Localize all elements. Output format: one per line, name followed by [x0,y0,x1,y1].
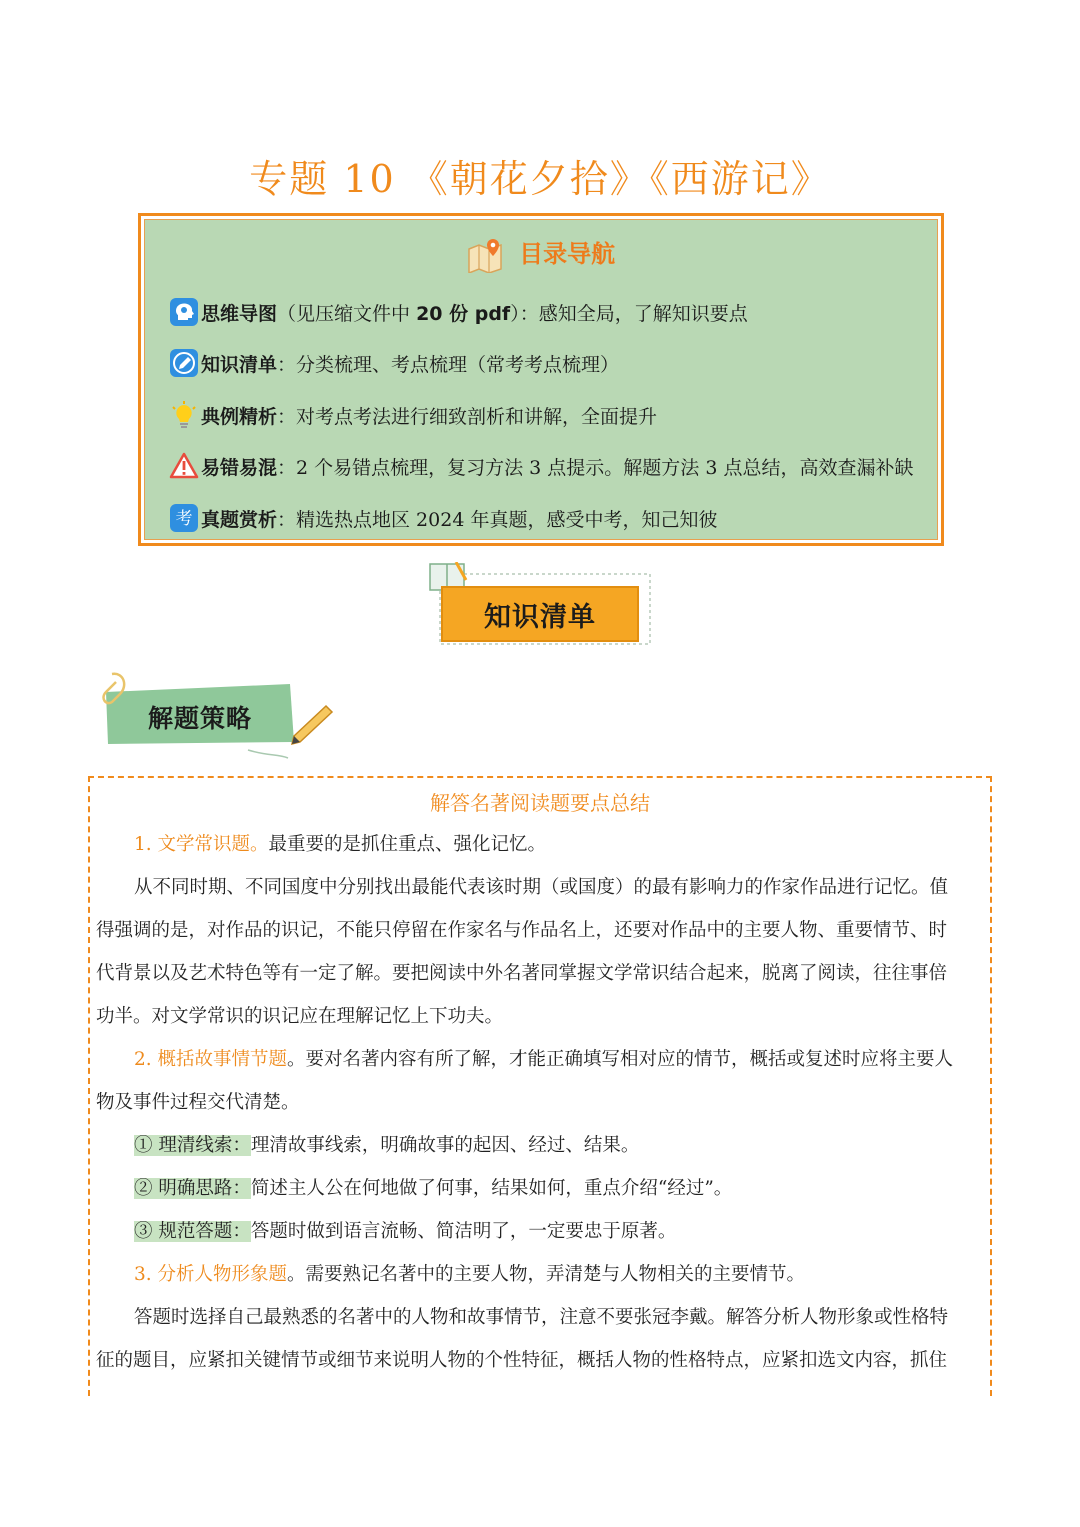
paragraph-1-heading: 1. 文学常识题。最重要的是抓住重点、强化记忆。 [134,834,547,855]
page-title: 专题 10 《朝花夕拾》《西游记》 [249,157,831,201]
map-pin-icon [467,237,507,273]
summary-title: 解答名著阅读题要点总结 [430,791,650,815]
paragraph-line: 得强调的是，对作品的识记，不能只停留在作家名与作品名上，还要对作品中的主要人物、重要情节、时 [96,920,948,941]
toc-header [145,234,937,273]
toc-item-label: 典例精析 [201,405,278,428]
brain-head-icon [169,297,199,327]
lightbulb-icon [169,400,199,430]
toc-item-desc: ：精选热点地区 2024 年真题，感受中考，知己知彼 [277,508,718,531]
pencil-icon [169,348,199,378]
toc-item-mindmap [169,297,748,327]
toc-item-desc: ：对考点考法进行细致剖析和讲解，全面提升 [277,405,658,428]
toc-item-label: 知识清单 [201,353,278,376]
svg-text:考: 考 [175,509,193,529]
toc-item-mistakes [169,451,913,481]
paragraph-2-heading: 2. 概括故事情节题。要对名著内容有所了解，才能正确填写相对应的情节，概括或复述时应将主要人 [134,1049,954,1070]
step-standard-answer: ③ 规范答题：答题时做到语言流畅、简洁明了，一定要忠于原著。 [134,1221,677,1242]
toc-item-examples [169,400,657,430]
toc-item-desc: ：2 个易错点梳理，复习方法 3 点提示。解题方法 3 点总结，高效查漏补缺 [277,456,914,479]
toc-item-desc: ：分类梳理、考点梳理（常考考点梳理） [277,353,620,376]
toc-item-knowledge [169,348,619,378]
step-clarify-clues: ① 理清线索：理清故事线索，明确故事的起因、经过、结果。 [134,1135,640,1156]
step-clear-thinking: ② 明确思路：简述主人公在何地做了何事，结果如何，重点介绍“经过”。 [134,1178,733,1199]
warning-icon [169,451,199,481]
exam-icon [169,503,199,533]
paragraph-line: 物及事件过程交代清楚。 [96,1092,300,1113]
toc-navigation-box [138,213,944,546]
toc-item-real-exams [169,503,717,533]
paragraph-line: 答题时选择自己最熟悉的名著中的人物和故事情节，注意不要张冠李戴。解答分析人物形象或性格特 [134,1307,949,1328]
toc-item-label: 真题赏析 [201,508,278,531]
paragraph-line: 功半。对文学常识的识记应在理解记忆上下功夫。 [96,1006,504,1027]
toc-item-label: 思维导图 [201,302,278,325]
paragraph-line: 从不同时期、不同国度中分别找出最能代表该时期（或国度）的最有影响力的作家作品进行记忆。值 [134,877,949,898]
knowledge-list-banner: 知识清单 [441,586,639,642]
strategy-tag: 解题策略 [147,704,252,733]
toc-item-desc: （见压缩文件中 20 份 pdf）：感知全局，了解知识要点 [277,302,748,325]
paragraph-3-heading: 3. 分析人物形象题。需要熟记名著中的主要人物，弄清楚与人物相关的主要情节。 [134,1264,806,1285]
paragraph-line: 代背景以及艺术特色等有一定了解。要把阅读中外名著同掌握文学常识结合起来，脱离了阅读，往往事倍 [96,963,948,984]
toc-header-label: 目录导航 [519,240,616,268]
paragraph-line: 征的题目，应紧扣关键情节或细节来说明人物的个性特征，概括人物的性格特点，应紧扣选文内容，抓住 [96,1350,948,1371]
toc-item-label: 易错易混 [201,456,278,479]
